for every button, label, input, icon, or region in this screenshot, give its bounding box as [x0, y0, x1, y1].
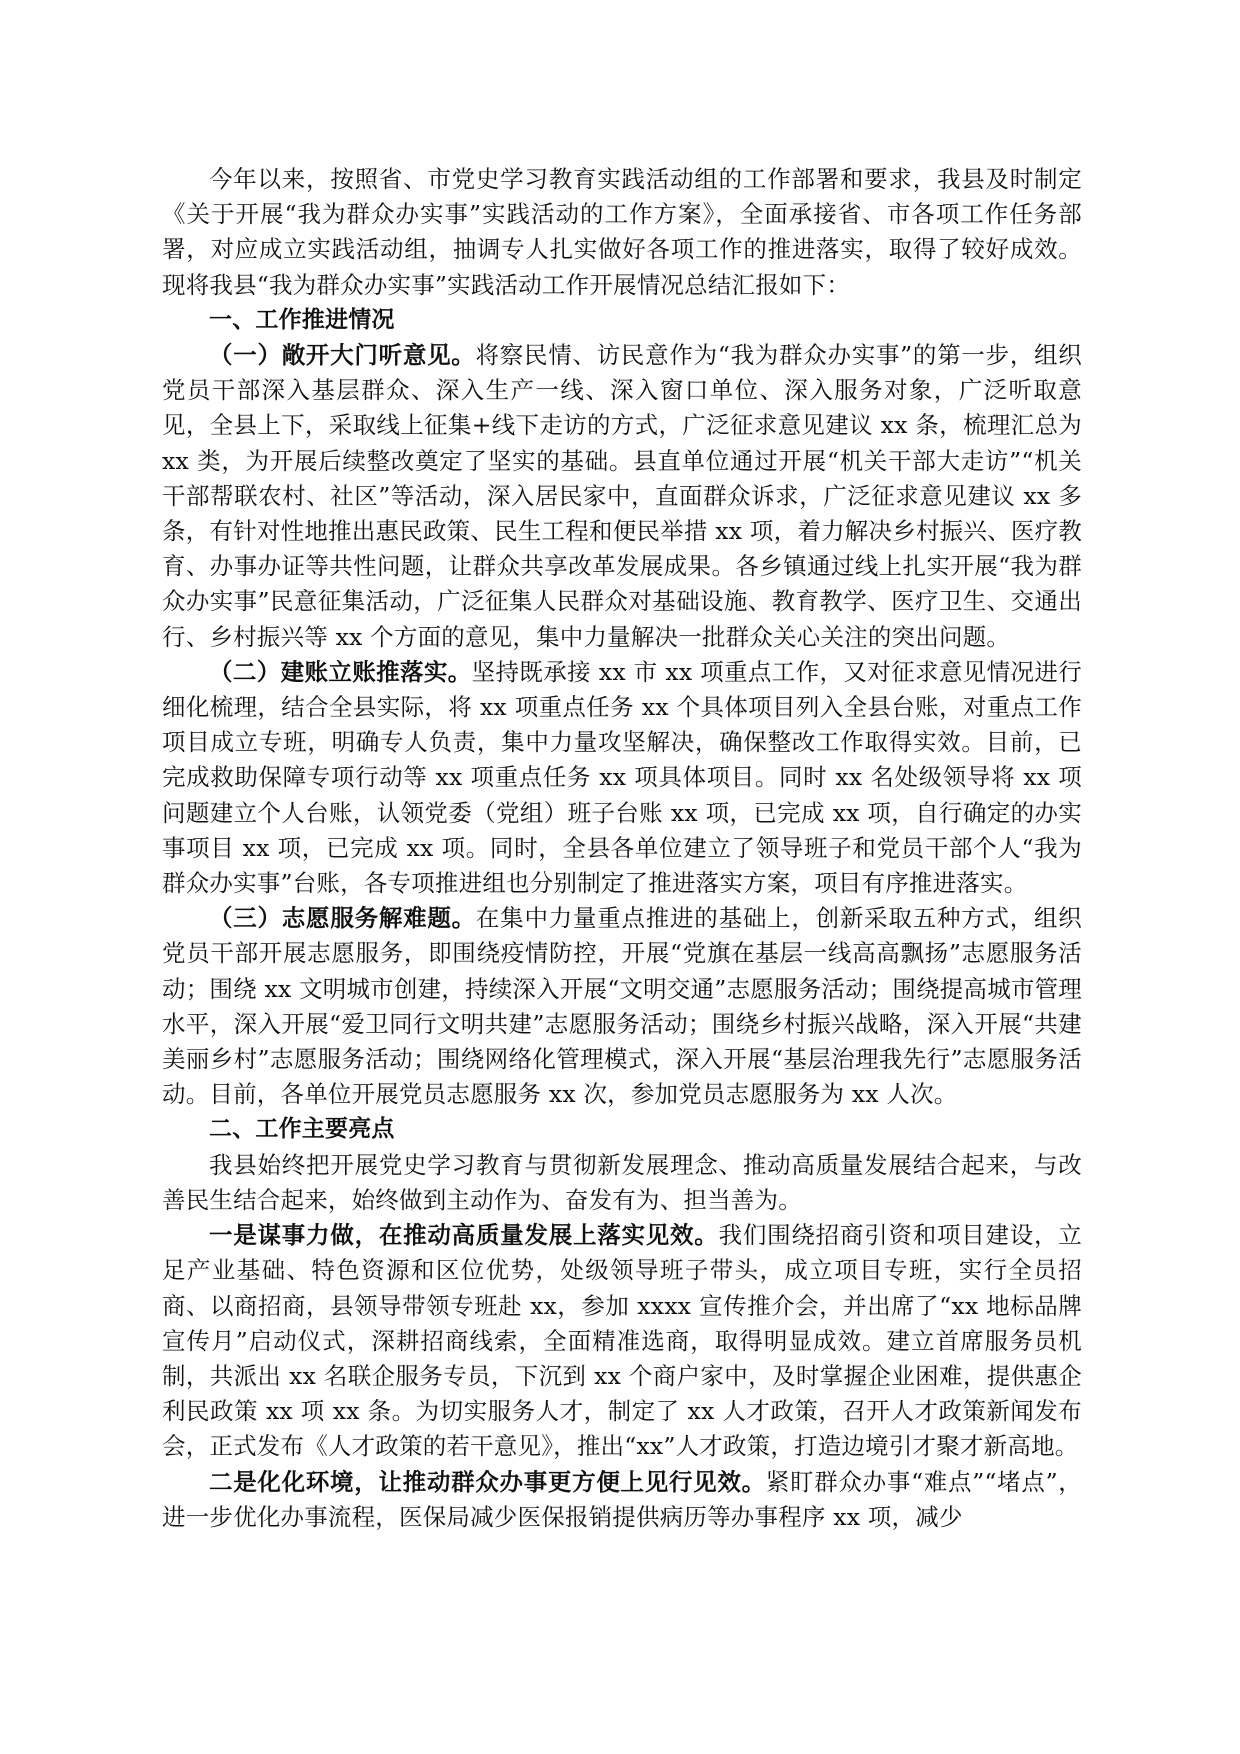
section-2-item-2 [162, 1465, 1082, 1535]
item-text: 坚持既承接 xx 市 xx 项重点工作，又对征求意见情况进行细化梳理，结合全县实际，将 xx 项重点任务 xx 个具体项目列入全县台账，对重点工作项目成立专班，明确专人负责，集中力量攻坚解决，确保整改工作取得实效。目前，已完成救助保障专项行动等 xx 项重点任务 xx 项具体项目。同时 xx 名处级领导将 xx 项问题建立个人台账，认领党委（党组）班子台账 xx 项，已完成 xx 项，自行确定的办实事项目 xx 项，已完成 xx 项。同时，全县各单位建立了领导班子和党员干部个人“我为群众办实事”台账，各专项推进组也分别制定了推进落实方案，项目有序推进落实。 [162, 657, 1082, 898]
section-1-item-1 [162, 338, 1082, 655]
section-1-item-3 [162, 901, 1082, 1112]
item-text: 紧盯群众办事“难点”“堵点”，进一步优化办事流程，医保局减少医保报销提供病历等办事程序 xx 项，减少 [162, 1467, 1082, 1531]
item-lead: 二是化化环境，让推动群众办事更方便上见行见效。 [209, 1467, 766, 1496]
document-page [162, 162, 1082, 1535]
item-lead: 一是谋事力做，在推动高质量发展上落实见效。 [209, 1221, 719, 1250]
item-text: 将察民情、访民意作为“我为群众办实事”的第一步，组织党员干部深入基层群众、深入生产一线、深入窗口单位、深入服务对象，广泛听取意见，全县上下，采取线上征集+线下走访的方式，广泛征求意见建议 xx 条，梳理汇总为 xx 类，为开展后续整改奠定了坚实的基础。县直单位通过开展“机关干部大走访”“机关干部帮联农村、社区”等活动，深入居民家中，直面群众诉求，广泛征求意见建议 xx 多条，有针对性地推出惠民政策、民生工程和便民举措 xx 项，着力解决乡村振兴、医疗教育、办事办证等共性问题，让群众共享改革发展成果。各乡镇通过线上扎实开展“我为群众办实事”民意征集活动，广泛征集人民群众对基础设施、教育教学、医疗卫生、交通出行、乡村振兴等 xx 个方面的意见，集中力量解决一批群众关心关注的突出问题。 [162, 341, 1082, 651]
section-2-heading: 二、工作主要亮点 [209, 1116, 395, 1143]
section-2-intro: 我县始终把开展党史学习教育与贯彻新发展理念、推动高质量发展结合起来，与改善民生结合起来，始终做到主动作为、奋发有为、担当善为。 [162, 1150, 1082, 1214]
item-text: 我们围绕招商引资和项目建设，立足产业基础、特色资源和区位优势，处级领导班子带头，成立项目专班，实行全员招商、以商招商，县领导带领专班赴 xx，参加 xxxx 宣传推介会，并出席了“xx 地标品牌宣传月”启动仪式，深耕招商线索，全面精准选商，取得明显成效。建立首席服务员机制，共派出 xx 名联企服务专员，下沉到 xx 个商户家中，及时掌握企业困难，提供惠企利民政策 xx 项 xx 条。为切实服务人才，制定了 xx 人才政策，召开人才政策新闻发布会，正式发布《人才政策的若干意见》，推出“xx”人才政策，打造边境引才聚才新高地。 [162, 1221, 1082, 1461]
section-2-item-1 [162, 1218, 1082, 1464]
item-lead: （三）志愿服务解难题。 [209, 904, 476, 933]
intro-paragraph: 今年以来，按照省、市党史学习教育实践活动组的工作部署和要求，我县及时制定《关于开展“我为群众办实事”实践活动的工作方案》，全面承接省、市各项工作任务部署，对应成立实践活动组，抽调专人扎实做好各项工作的推进落实，取得了较好成效。现将我县“我为群众办实事”实践活动工作开展情况总结汇报如下： [162, 165, 1082, 299]
item-text: 在集中力量重点推进的基础上，创新采取五种方式，组织党员干部开展志愿服务，即围绕疫情防控，开展“党旗在基层一线高高飘扬”志愿服务活动；围绕 xx 文明城市创建，持续深入开展“文明交通”志愿服务活动；围绕提高城市管理水平，深入开展“爱卫同行文明共建”志愿服务活动；围绕乡村振兴战略，深入开展“共建美丽乡村”志愿服务活动；围绕网络化管理模式，深入开展“基层治理我先行”志愿服务活动。目前，各单位开展党员志愿服务 xx 次，参加党员志愿服务为 xx 人次。 [162, 904, 1082, 1109]
item-lead: （一）敞开大门听意见。 [209, 341, 476, 370]
section-1-item-2 [162, 655, 1082, 901]
section-1-heading: 一、工作推进情况 [209, 306, 395, 333]
item-lead: （二）建账立账推落实。 [209, 657, 472, 686]
